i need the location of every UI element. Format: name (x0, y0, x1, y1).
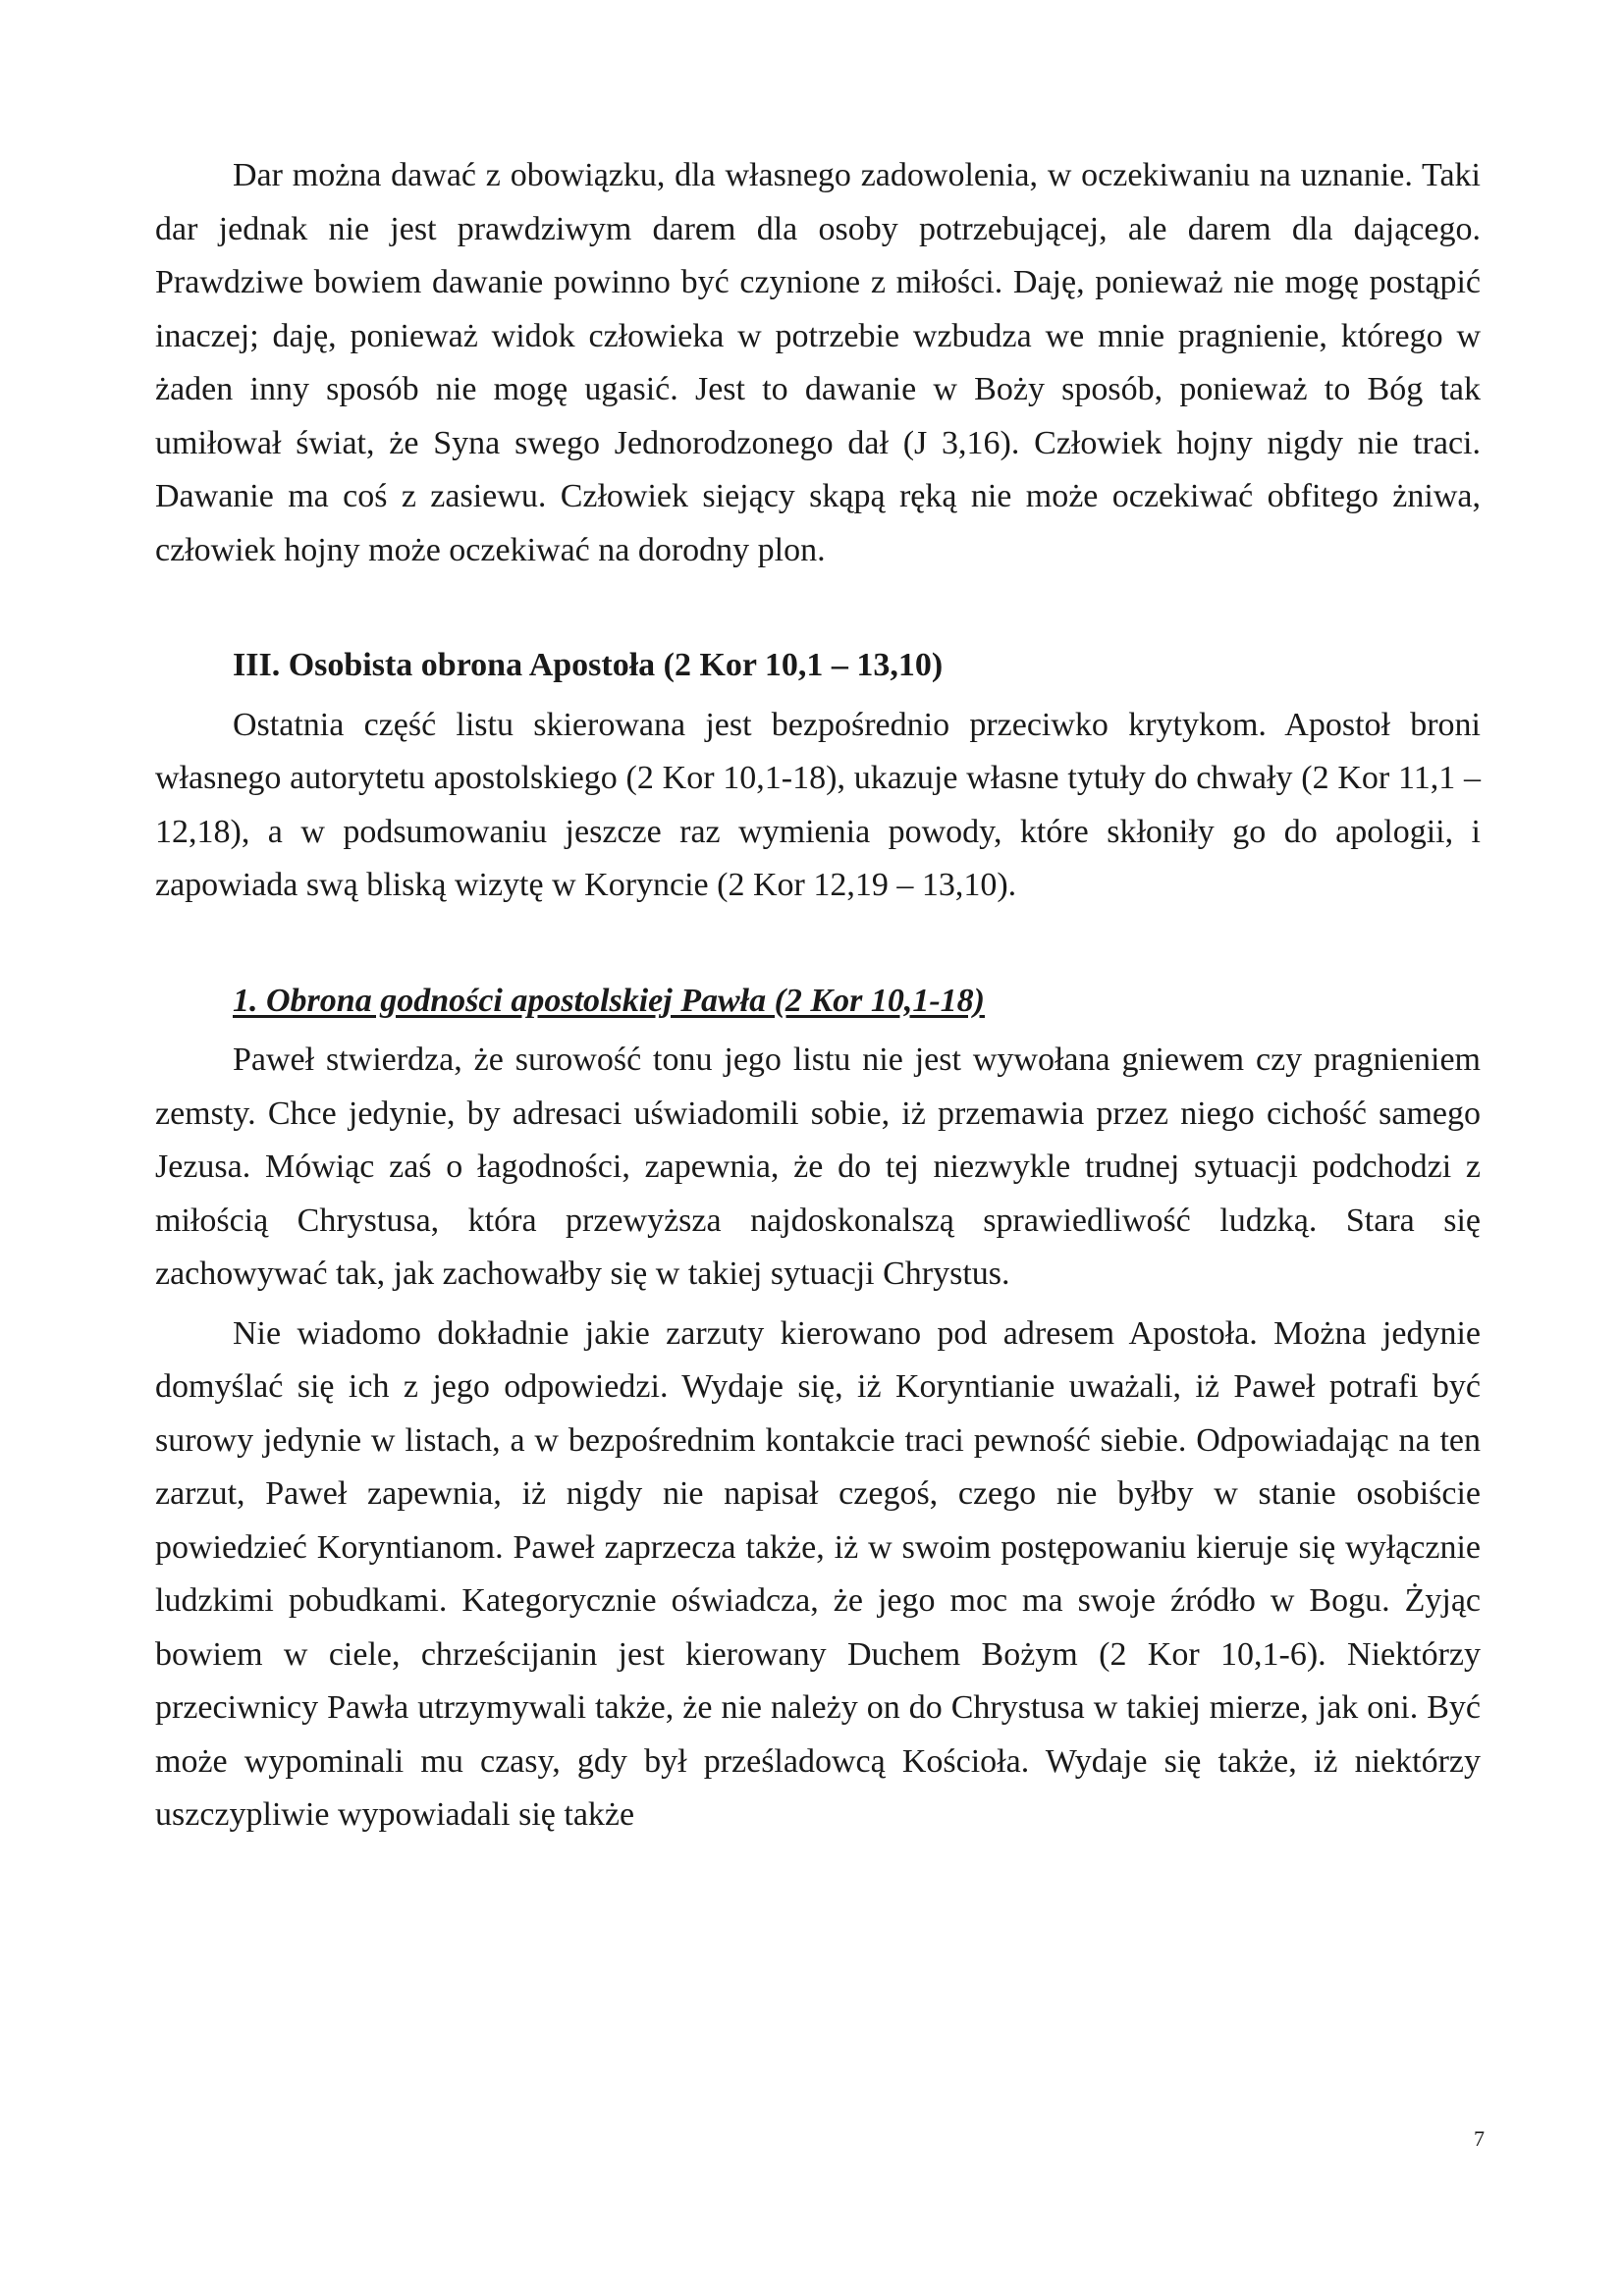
page-body (155, 149, 1481, 1842)
page-number: 7 (1474, 2126, 1485, 2151)
subsection-paragraph: Nie wiadomo dokładnie jakie zarzuty kierowano pod adresem Apostoła. Można jedynie domyślać się ich z jego odpowiedzi. Wydaje się, iż Koryntianie uważali, iż Paweł potrafi być surowy jedynie w listach, a w bezpośrednim kontakcie traci pewność siebie. Odpowiadając na ten zarzut, Paweł zapewnia, iż nigdy nie napisał czegoś, czego nie byłby w stanie osobiście powiedzieć Koryntianom. Paweł zaprzecza także, iż w swoim postępowaniu kieruje się wyłącznie ludzkimi pobudkami. Kategorycznie oświadcza, że jego moc ma swoje źródło w Bogu. Żyjąc bowiem w ciele, chrześcijanin jest kierowany Duchem Bożym (2 Kor 10,1-6). Niektórzy przeciwnicy Pawła utrzymywali także, że nie należy on do Chrystusa w takiej mierze, jak oni. Być może wypominali mu czasy, gdy był prześladowcą Kościoła. Wydaje się także, iż niektórzy uszczypliwie wypowiadali się także (155, 1314, 1481, 1833)
section-paragraph: Ostatnia część listu skierowana jest bezpośrednio przeciwko krytykom. Apostoł broni własnego autorytetu apostolskiego (2 Kor 10,1-18), ukazuje własne tytuły do chwały (2 Kor 11,1 – 12,18), a w podsumowaniu jeszcze raz wymienia powody, które skłoniły go do apologii, i zapowiada swą bliską wizytę w Koryncie (2 Kor 12,19 – 13,10). (155, 706, 1481, 903)
subsection-heading: 1. Obrona godności apostolskiej Pawła (2 Kor 10,1-18) (233, 982, 985, 1019)
intro-paragraph: Dar można dawać z obowiązku, dla własnego zadowolenia, w oczekiwaniu na uznanie. Taki dar jednak nie jest prawdziwym darem dla osoby potrzebującej, ale darem dla dającego. Prawdziwe bowiem dawanie powinno być czynione z miłości. Daję, ponieważ nie mogę postąpić inaczej; daję, ponieważ widok człowieka w potrzebie wzbudza we mnie pragnienie, którego w żaden inny sposób nie mogę ugasić. Jest to dawanie w Boży sposób, ponieważ to Bóg tak umiłował świat, że Syna swego Jednorodzonego dał (J 3,16). Człowiek hojny nigdy nie traci. Dawanie ma coś z zasiewu. Człowiek siejący skąpą ręką nie może oczekiwać obfitego żniwa, człowiek hojny może oczekiwać na dorodny plon. (155, 157, 1481, 568)
subsection-paragraph: Paweł stwierdza, że surowość tonu jego listu nie jest wywołana gniewem czy pragnieniem zemsty. Chce jedynie, by adresaci uświadomili sobie, iż przemawia przez niego cichość samego Jezusa. Mówiąc zaś o łagodności, zapewnia, że do tej niezwykle trudnej sytuacji podchodzi z miłością Chrystusa, która przewyższa najdoskonalszą sprawiedliwość ludzką. Stara się zachowywać tak, jak zachowałby się w takiej sytuacji Chrystus. (155, 1041, 1481, 1292)
section-spacer (155, 913, 1481, 975)
section-spacer (155, 577, 1481, 639)
section-heading: III. Osobista obrona Apostoła (2 Kor 10,1 – 13,10) (233, 647, 944, 683)
